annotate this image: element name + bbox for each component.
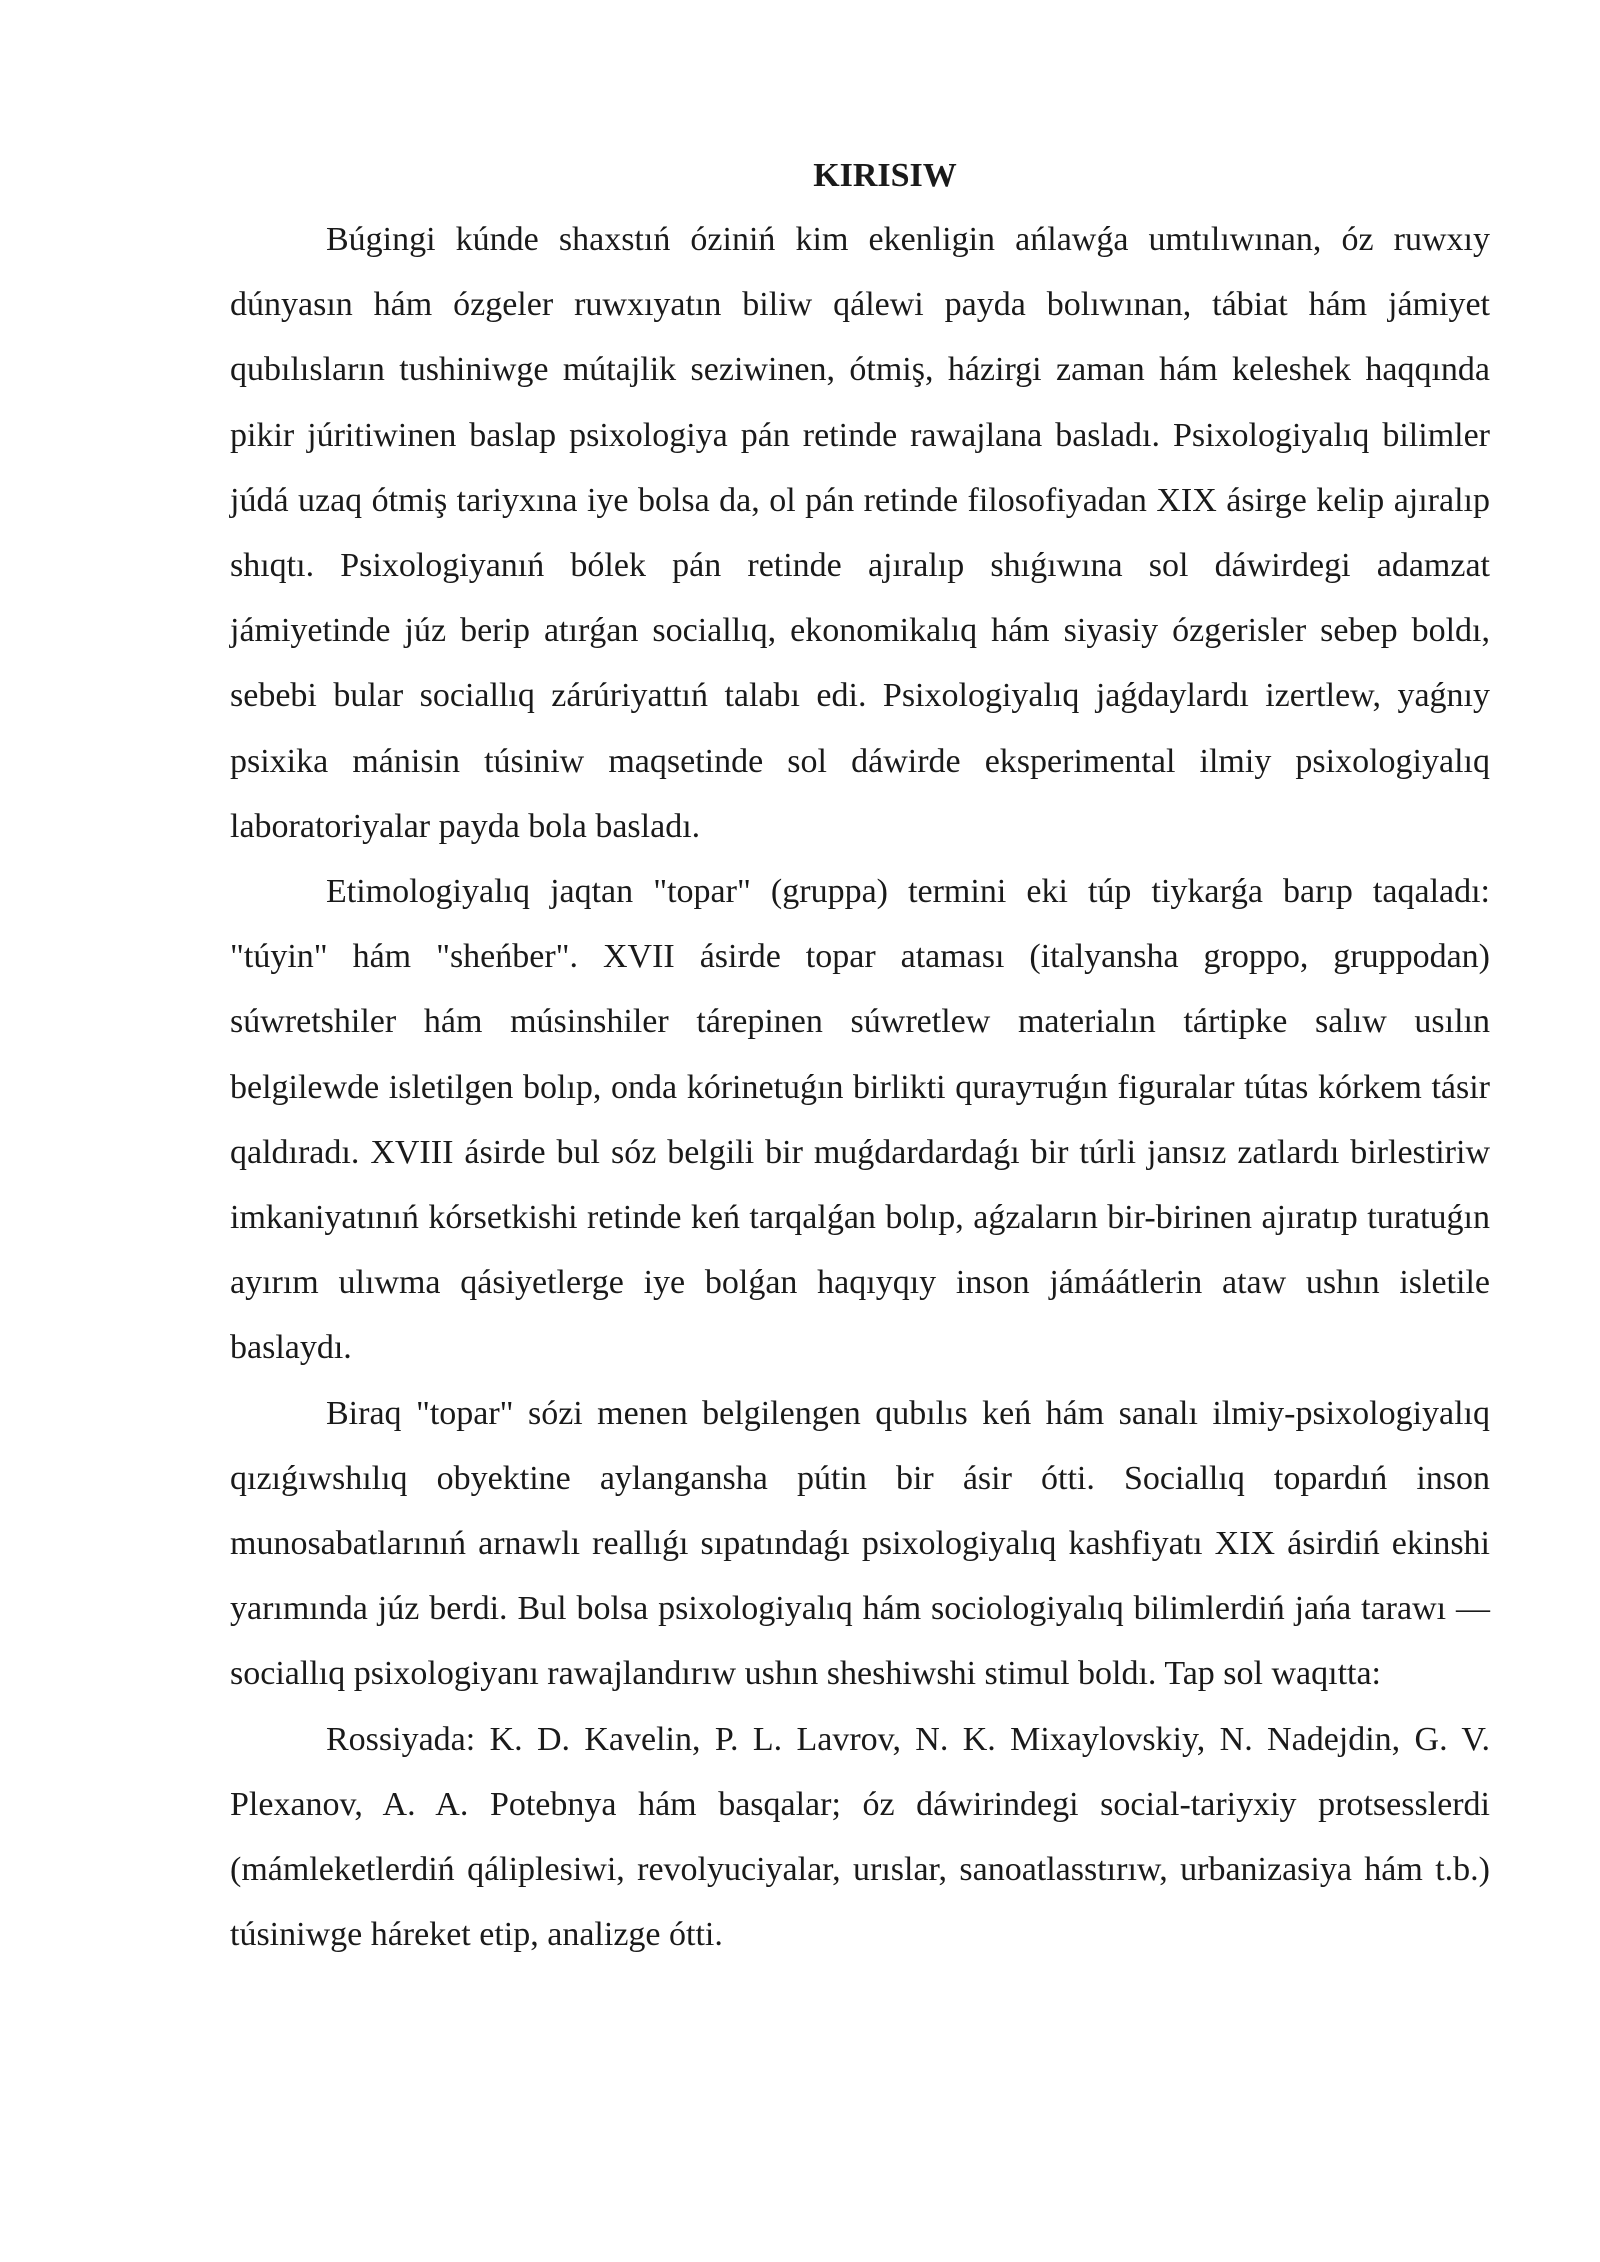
page-title: KIRISIW (813, 157, 957, 194)
paragraph-3: Biraq "topar" sózi menen belgilengen qubılıs keń hám sanalı ilmiy-psixologiyalıq qızıǵıwshılıq obyektine aylanganshа pútin bir ásir ótti. Sociallıq topardıń inson munosabatlarınıń arnawlı reallıǵı sıpatındaǵı psixologiyalıq kashfiyatı XIX ásirdiń ekinshi yarımında júz berdi. Bul bolsa psixologiyalıq hám sociologiyalıq bilimlerdiń jańa tarawı — sociallıq psixologiyanı rawajlandırıw ushın sheshiwshi stimul boldı. Tap sol waqıtta: (230, 1394, 1490, 1693)
paragraph-2: Etimologiyalıq jaqtan "topar" (gruppa) termini eki túp tiykarǵa barıp taqaladı: "túyin" hám "sheńber". XVII ásirde topar ataması (italyansha groppo, gruppodan) súwretshiler hám músinshiler tárepinen súwretlew materialın tártipke salıw usılın belgilewde isletilgen bolıp, onda kórinetuǵın birlikti qurayтuǵın figuralar tútas kórkem tásir qaldıradı. XVIII ásirde bul sóz belgili bir muǵdardardaǵı bir túrli jansız zatlardı birlestiriw imkaniyatınıń kórsetkishi retinde keń tarqalǵan bolıp, aǵzaların bir-birinen ajıratıp turatuǵın ayırım ulıwma qásiyetlerge iye bolǵan haqıyqıy inson jámáátlerin ataw ushın isletile baslaydı. (230, 873, 1490, 1367)
document-page (230, 145, 1490, 1967)
paragraph-4: Rossiyada: K. D. Kavelin, P. L. Lavrov, N. K. Mixaylovskiy, N. Nadejdin, G. V. Plexanov, A. A. Potebnya hám basqalar; óz dáwirindegi social-tariyxiy protsesslerdi (mámleketlerdiń qáliplesiwi, revolyuciyalar, urıslar, sanoatlasstırıw, urbanizasiya hám t.b.) túsiniwge háreket etip, analizge ótti. (230, 1720, 1490, 1954)
paragraph-1: Búgingi kúnde shaxstıń óziniń kim ekenligin ańlawǵa umtılıwınan, óz ruwxıy dúnyasın hám ózgeler ruwxıyatın biliw qálewi payda bolıwınan, tábiat hám jámiyet qubılısların tushiniwge mútajlik seziwinen, ótmiş, házirgi zaman hám keleshek haqqında pikir júritiwinen baslap psixologiya pán retinde rawajlana basladı. Psixologiyalıq bilimler júdá uzaq ótmiş tariyxına iye bolsa da, ol pán retinde filosofiyadan XIX ásirge kelip ajıralıp shıqtı. Psixologiyanıń bólek pán retinde ajıralıp shıǵıwına sol dáwirdegi adamzat jámiyetinde júz berip atırǵan sociallıq, ekonomikalıq hám siyasiy ózgerisler sebep boldı, sebebi bular sociallıq zárúriyattıń talabı edi. Psixologiyalıq jaǵdaylardı izertlew, yaǵnıy psixika mánisin túsiniw maqsetinde sol dáwirde eksperimental ilmiy psixologiyalıq laboratoriyalar payda bola basladı. (230, 221, 1490, 845)
